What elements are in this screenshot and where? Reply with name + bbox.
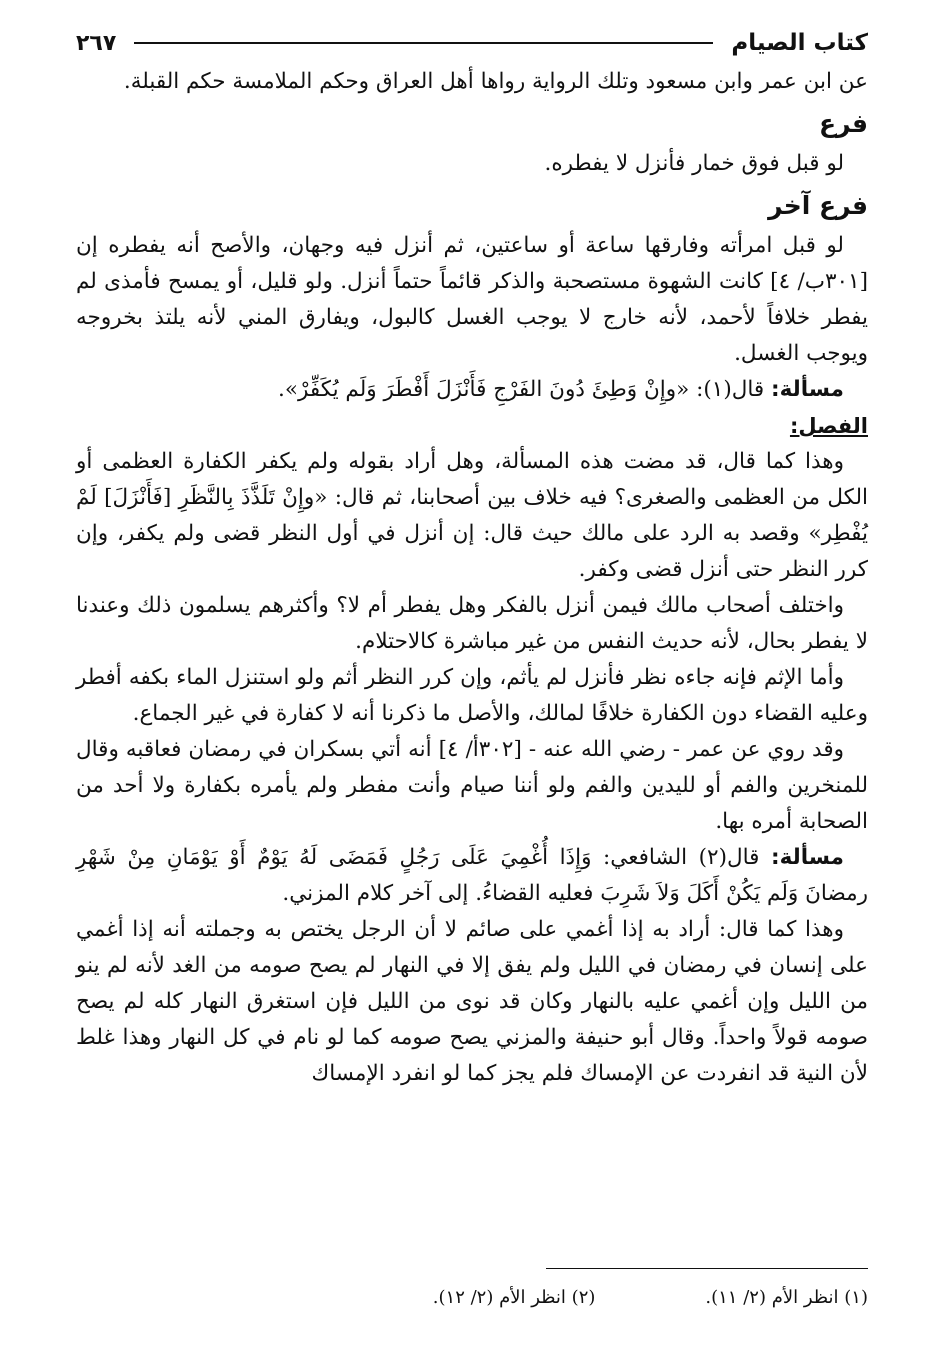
main-text bbox=[76, 64, 868, 1092]
fasl-heading: الفصل: bbox=[789, 414, 868, 438]
masala-text: قال(١): «وإِنْ وَطِئَ دُونَ الفَرْجِ فَأَنْزَلَ أَفْطَرَ وَلَم يُكَفِّرْ». bbox=[277, 377, 765, 402]
paragraph: وقد روي عن عمر - رضي الله عنه - [٣٠٢أ/ ٤] أنه أتي بسكران في رمضان فعاقبه وقال للمنخرين والفم أو لليدين والفم ولو أننا صيام وأنت مفطر ولم يأمره بكفارة ولا أحد من الصحابة أمره بها. bbox=[76, 737, 868, 834]
paragraph: وهذا كما قال: أراد به إذا أغمي على صائم لا أن الرجل يختص به وجملته أنه إذا أغمي على إنسان في رمضان في الليل ولم يفق إلا في النهار لم يصح صومه من الغد لأنه لم ينو من الليل وإن أغمي عليه بالنهار وكان قد نوى من الليل فإن استغرق النهار كله لم يصح صومه قولاً واحداً. وقال أبو حنيفة والمزني يصح صومه كما لو نام في كل النهار وهذا غلط لأن النية قد انفردت عن الإمساك فلم يجز كما لو انفرد الإمساك bbox=[76, 917, 868, 1086]
masala-text: قال(٢) الشافعي: وَإِذَا أُغْمِيَ عَلَى رَجُلٍ فَمَضَى لَهُ يَوْمٌ أَوْ يَوْمَانِ مِنْ شَهْرِ رمضانَ وَلَم يَكُنْ أَكَلَ وَلاَ شَرِبَ فعليه القضاءُ. إلى آخر كلام المزني. bbox=[76, 845, 868, 906]
paragraph: وأما الإثم فإنه جاءه نظر فأنزل لم يأثم، وإن كرر النظر أثم ولو استنزل الماء بكفه أفطر وعليه القضاء دون الكفارة خلافًا لمالك، والأصل ما ذكرنا أنه لا كفارة في غير الجماع. bbox=[76, 665, 868, 726]
masala-paragraph bbox=[76, 372, 868, 408]
paragraph: وهذا كما قال، قد مضت هذه المسألة، وهل أراد بقوله ولم يكفر الكفارة العظمى أو الكل من العظمى والصغرى؟ فيه خلاف بين أصحابنا، ثم قال: «وإِنْ تَلَذَّذَ بِالنَّظَرِ [فَأَنْزَلَ] لَمْ يُفْطِر» وقصد به الرد على مالك حيث قال: إن أنزل في أول النظر قضى ولم يكفر، وإن كرر النظر حتى أنزل قضى وكفر. bbox=[76, 449, 868, 582]
paragraph: واختلف أصحاب مالك فيمن أنزل بالفكر وهل يفطر أم لا؟ وأكثرهم يسلمون ذلك وعندنا لا يفطر بحال، لأنه حديث النفس من غير مباشرة كالاحتلام. bbox=[76, 593, 868, 654]
header-rule bbox=[134, 42, 713, 44]
paragraph-continuation: عن ابن عمر وابن مسعود وتلك الرواية رواها أهل العراق وحكم الملامسة حكم القبلة. bbox=[123, 69, 868, 94]
masala-paragraph bbox=[76, 840, 868, 912]
footnote-1: (١) انظر الأم (٢/ ١١). bbox=[705, 1287, 868, 1308]
paragraph: لو قبل فوق خمار فأنزل لا يفطره. bbox=[544, 151, 844, 176]
paragraph: لو قبل امرأته وفارقها ساعة أو ساعتين، ثم أنزل فيه وجهان، والأصح أنه يفطره إن [٣٠١ب/ ٤] كانت الشهوة مستصحبة والذكر قائماً حتماً أنزل. ولو قليل، أو يمسح فأمذى لم يفطر خلافاً لأحمد، لأنه خارج لا يوجب الغسل كالبول، ويفارق المني لأنه يلتذ بخروجه ويوجب الغسل. bbox=[76, 233, 868, 366]
section-heading: فرع bbox=[819, 109, 868, 138]
footnotes bbox=[76, 1284, 868, 1312]
page-number: ٢٦٧ bbox=[76, 30, 117, 56]
footnote-rule bbox=[546, 1268, 868, 1269]
section-heading: فرع آخر bbox=[768, 191, 868, 220]
page-header bbox=[76, 22, 868, 64]
book-page bbox=[76, 22, 868, 1352]
footnote-2: (٢) انظر الأم (٢/ ١٢). bbox=[432, 1287, 596, 1308]
masala-label: مسألة: bbox=[771, 377, 844, 402]
masala-label: مسألة: bbox=[771, 845, 844, 870]
running-title: كتاب الصيام bbox=[731, 30, 868, 56]
